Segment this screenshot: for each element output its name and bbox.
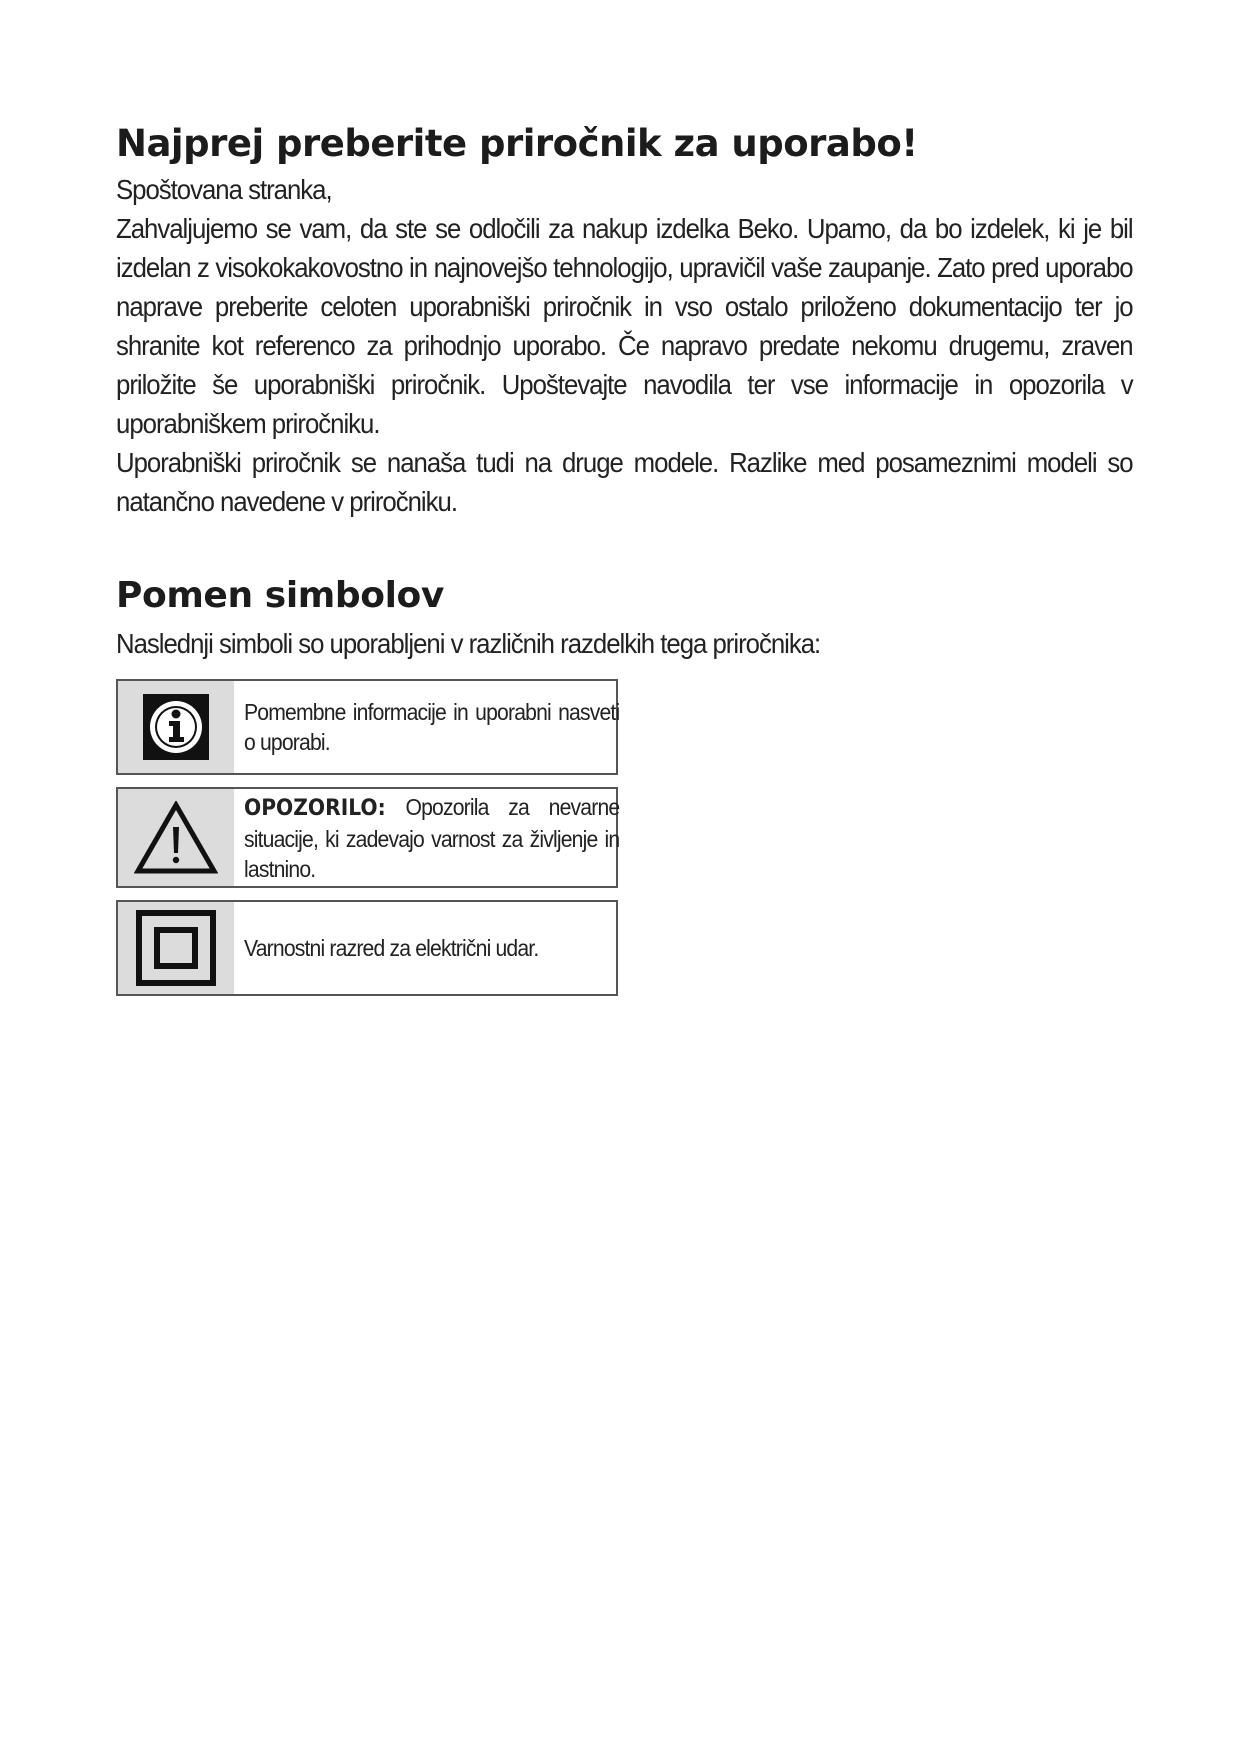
paragraph-thanks: Zahvaljujemo se vam, da ste se odločili za nakup izdelka Beko. Upamo, da bo izdelek, ki je bil izdelan z visokokakovostno in najnovejšo tehnologijo, upravičil vaše zaupanje. Zato pred uporabo naprave preberite celoten uporabniški priročnik in vso ostalo priloženo dokumentacijo ter jo shranite kot referenco za prihodnjo uporabo. Če napravo predate nekomu drugemu, zraven priložite še uporabniški priročnik. Upoštevajte navodila ter vse informacije in opozorila v uporabniškem priročniku. <box>116 213 1133 439</box>
page-title: Najprej preberite priročnik za uporabo! <box>116 122 918 165</box>
symbol-icon-cell <box>118 902 234 994</box>
warning-label: OPOZORILO: <box>244 795 386 821</box>
symbol-text-cell <box>234 681 656 773</box>
symbol-row-insulation <box>116 900 618 996</box>
symbol-icon-cell <box>118 789 234 886</box>
intro-text <box>116 170 1133 521</box>
symbol-row-info <box>116 679 618 775</box>
section-intro <box>116 623 1133 665</box>
symbol-description <box>244 792 619 884</box>
symbols-table <box>116 679 618 996</box>
section-intro-text: Naslednji simboli so uporabljeni v različnih razdelkih tega priročnika: <box>116 628 821 659</box>
paragraph-models: Uporabniški priročnik se nanaša tudi na druge modele. Razlike med posameznimi modeli so natančno navedene v priročniku. <box>116 447 1133 517</box>
symbol-description <box>244 933 619 963</box>
warning-icon <box>134 801 218 875</box>
symbol-row-warning <box>116 787 618 888</box>
page-content <box>116 118 1136 1008</box>
symbol-description-text: Varnostni razred za električni udar. <box>244 935 539 961</box>
symbol-text-cell <box>234 789 656 886</box>
greeting: Spoštovana stranka, <box>116 174 332 205</box>
info-icon <box>141 692 211 762</box>
symbol-description <box>244 697 619 757</box>
symbol-text-cell <box>234 902 656 994</box>
symbol-description-text: Pomembne informacije in uporabni nasveti o uporabi. <box>244 699 620 755</box>
symbol-icon-cell <box>118 681 234 773</box>
section-title: Pomen simbolov <box>116 575 444 616</box>
symbol-description-text: Opozorila za nevarne situacije, ki zadevajo varnost za življenje in lastnino. <box>244 793 620 882</box>
double-insulation-icon <box>135 909 217 987</box>
